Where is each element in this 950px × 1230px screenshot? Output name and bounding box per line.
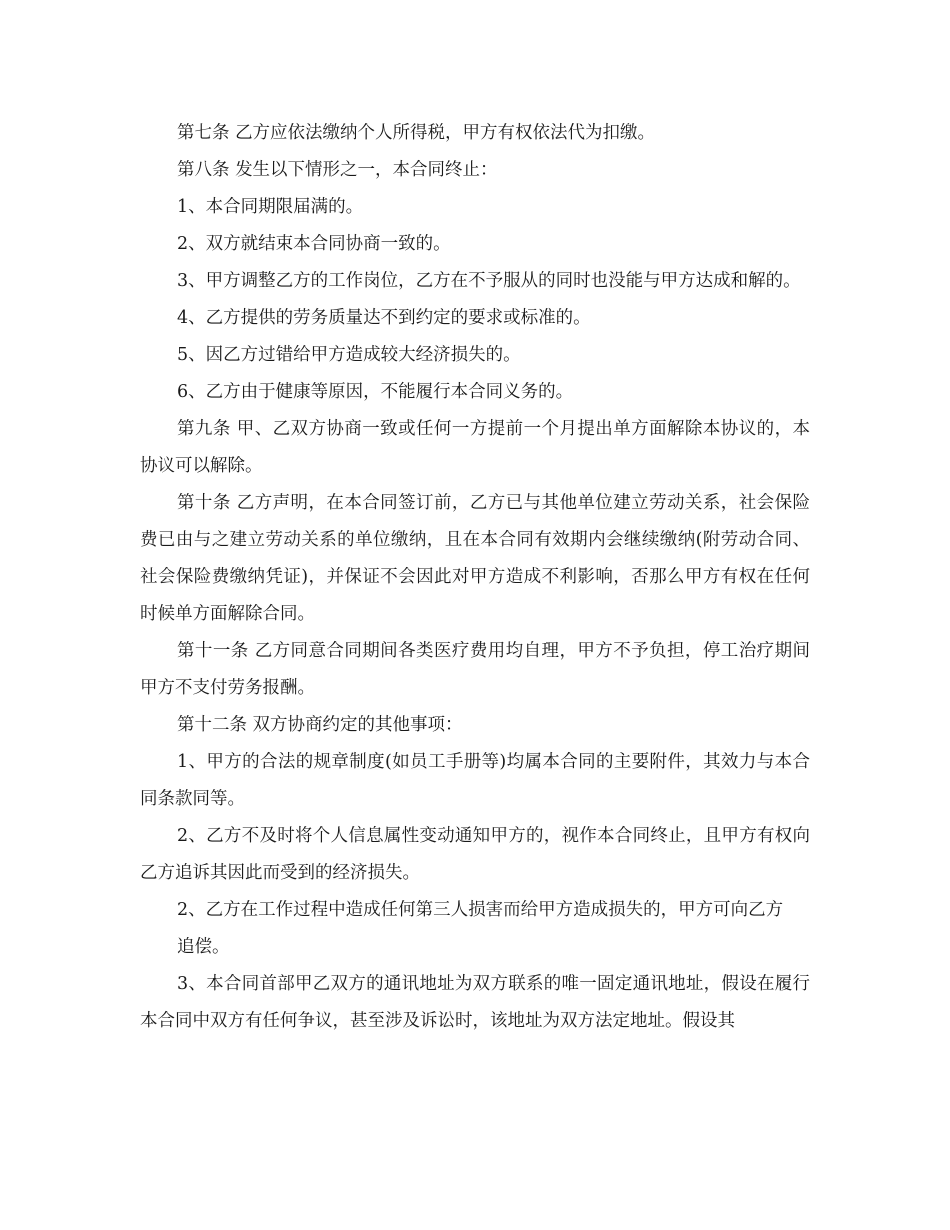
article-11: 第十一条 乙方同意合同期间各类医疗费用均自理，甲方不予负担，停工治疗期间甲方不支付劳务报酬。 xyxy=(140,641,810,698)
article-8-item-6: 6、乙方由于健康等原因，不能履行本合同义务的。 xyxy=(177,382,574,402)
article-8-item-5: 5、因乙方过错给甲方造成较大经济损失的。 xyxy=(177,345,521,365)
article-8-item-1: 1、本合同期限届满的。 xyxy=(177,197,364,217)
article-8-item-4: 4、乙方提供的劳务质量达不到约定的要求或标准的。 xyxy=(177,308,591,328)
document-body xyxy=(140,115,810,1040)
article-7: 第七条 乙方应依法缴纳个人所得税，甲方有权依法代为扣缴。 xyxy=(177,123,656,143)
article-12-item-1: 1、甲方的合法的规章制度(如员工手册等)均属本合同的主要附件，其效力与本合同条款同等。 xyxy=(140,752,810,809)
article-12-item-3: 3、本合同首部甲乙双方的通讯地址为双方联系的唯一固定通讯地址，假设在履行本合同中双方有任何争议，甚至涉及诉讼时，该地址为双方法定地址。假设其 xyxy=(140,974,810,1031)
article-8-item-2: 2、双方就结束本合同协商一致的。 xyxy=(177,234,451,254)
article-8-item-3: 3、甲方调整乙方的工作岗位，乙方在不予服从的同时也没能与甲方达成和解的。 xyxy=(177,271,801,291)
article-12: 第十二条 双方协商约定的其他事项： xyxy=(177,715,463,735)
article-12-item-2a: 2、乙方不及时将个人信息属性变动通知甲方的，视作本合同终止，且甲方有权向乙方追诉其因此而受到的经济损失。 xyxy=(140,826,810,883)
article-8: 第八条 发生以下情形之一，本合同终止： xyxy=(177,160,498,180)
article-12-item-2b: 2、乙方在工作过程中造成任何第三人损害而给甲方造成损失的，甲方可向乙方 xyxy=(177,900,784,920)
article-10: 第十条 乙方声明，在本合同签订前，乙方已与其他单位建立劳动关系，社会保险费已由与之建立劳动关系的单位缴纳，且在本合同有效期内会继续缴纳(附劳动合同、社会保险费缴纳凭证)，并保证不会因此对甲方造成不利影响，否那么甲方有权在任何时候单方面解除合同。 xyxy=(140,493,810,624)
article-12-item-2b-continued: 追偿。 xyxy=(177,937,230,957)
article-9: 第九条 甲、乙双方协商一致或任何一方提前一个月提出单方面解除本协议的，本协议可以解除。 xyxy=(140,419,810,476)
